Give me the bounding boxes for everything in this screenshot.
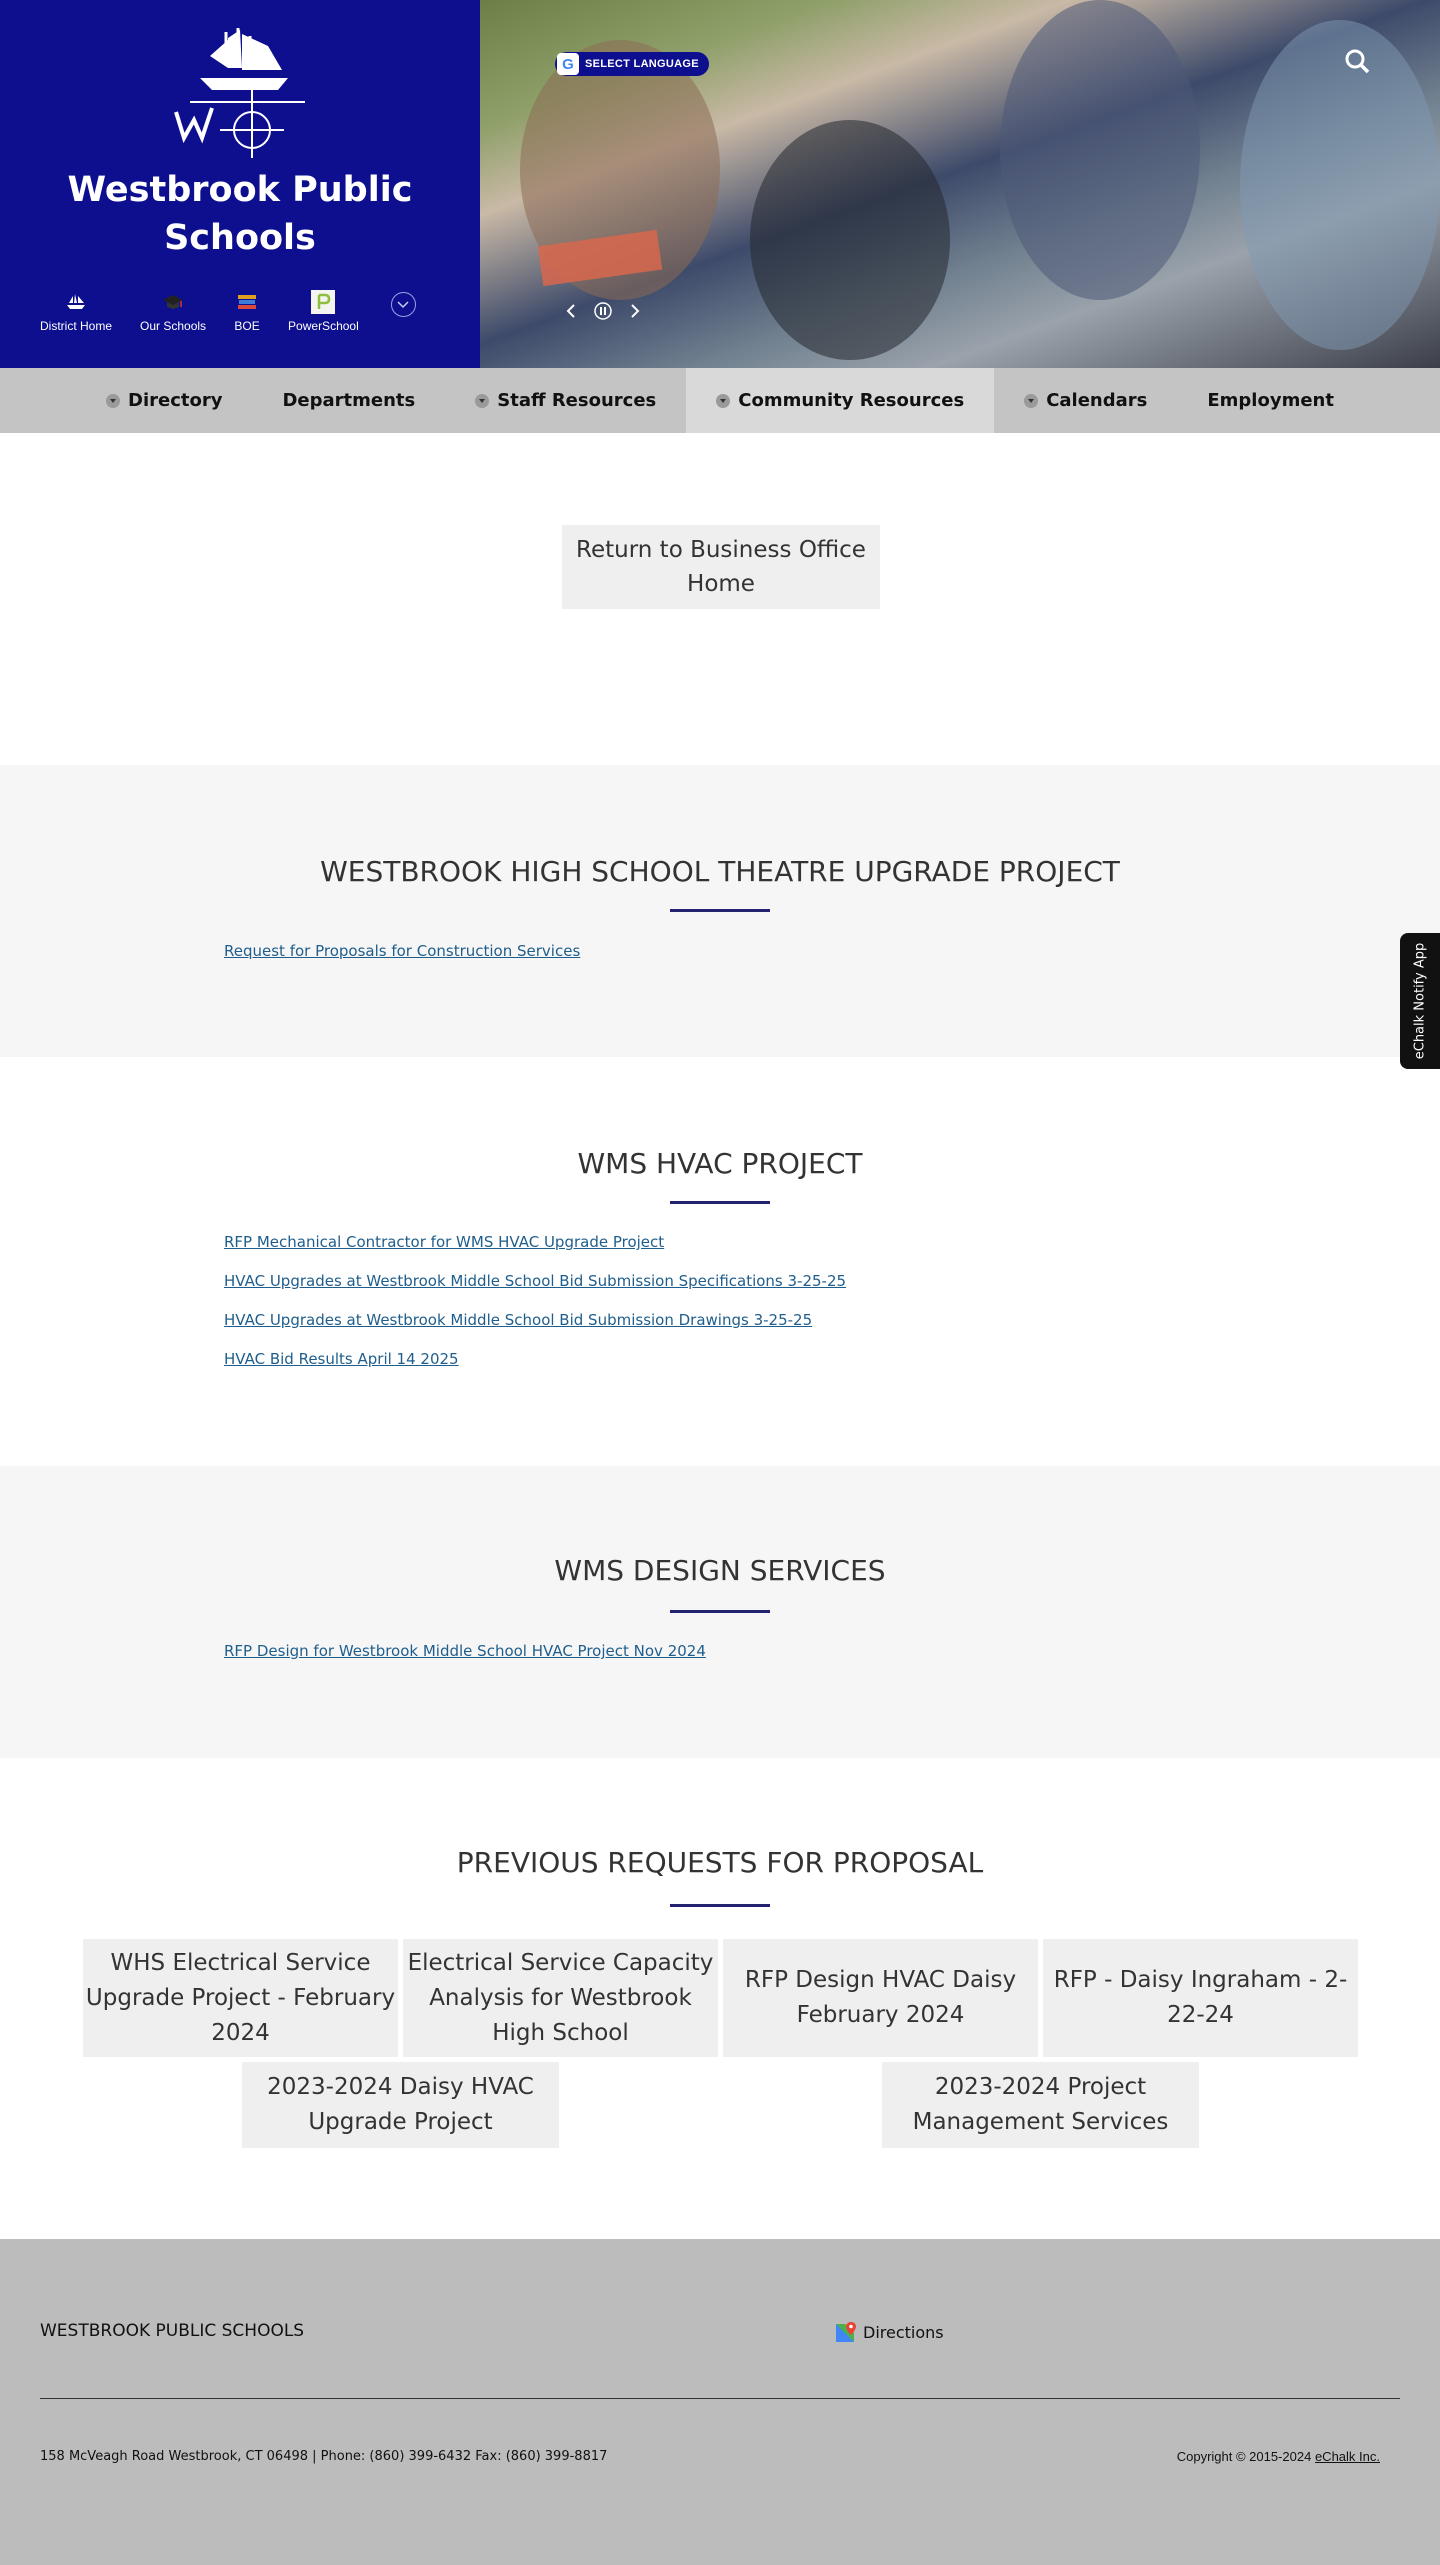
nav-item-label: Departments [282,390,416,411]
nav-item-staff-resources[interactable] [445,368,686,433]
link-hvac-bid-results[interactable]: HVAC Bid Results April 14 2025 [224,1350,459,1368]
previous-rfp-button[interactable]: 2023-2024 Project Management Services [882,2062,1199,2148]
dropdown-indicator-icon [1024,394,1038,408]
school-name[interactable]: Westbrook Public Schools [67,170,413,258]
link-hvac-specifications[interactable]: HVAC Upgrades at Westbrook Middle School Bid Submission Specifications 3-25-25 [224,1272,847,1290]
section-links [224,1632,706,1671]
books-icon [234,290,260,314]
section-divider [670,1201,770,1204]
powerschool-icon [310,290,336,314]
select-language-label: SELECT LANGUAGE [585,58,699,70]
quick-link-powerschool[interactable] [288,290,359,333]
nav-item-directory[interactable] [76,368,252,433]
theatre-upgrade-section [0,765,1440,1057]
main-navigation [0,368,1440,433]
echalk-link[interactable]: eChalk Inc. [1314,2449,1380,2464]
quick-link-district-home[interactable] [40,290,112,333]
quick-link-our-schools[interactable] [140,290,206,333]
previous-rfp-section [0,1758,1440,2239]
pause-icon[interactable] [594,302,612,320]
footer-school-name: WESTBROOK PUBLIC SCHOOLS [40,2321,305,2341]
copyright-text: Copyright © 2015-2024 [1176,2449,1312,2464]
quick-link-label: BOE [234,319,260,333]
quick-links [40,290,416,333]
map-icon [835,2321,857,2343]
site-header [0,0,1440,368]
previous-rfp-button[interactable]: WHS Electrical Service Upgrade Project - February 2024 [83,1939,398,2057]
footer-copyright [1177,2449,1380,2464]
echalk-notify-label: eChalk Notify App [1412,942,1428,1060]
link-hvac-drawings[interactable]: HVAC Upgrades at Westbrook Middle School Bid Submission Drawings 3-25-25 [224,1311,813,1329]
quick-link-label: District Home [40,319,113,333]
brand-panel [0,0,480,368]
previous-rfp-button[interactable]: 2023-2024 Daisy HVAC Upgrade Project [242,2062,559,2148]
wms-hvac-section [0,1057,1440,1466]
quick-link-label: Our Schools [140,319,207,333]
previous-slide-icon[interactable] [562,302,580,320]
link-hvac-mechanical-rfp[interactable]: RFP Mechanical Contractor for WMS HVAC Upgrade Project [224,1233,665,1251]
dropdown-indicator-icon [475,394,489,408]
slideshow-controls [562,302,658,320]
directions-link[interactable] [835,2321,944,2343]
hero-slideshow [480,0,1440,368]
section-divider [670,1610,770,1613]
nav-item-label: Directory [128,390,223,411]
section-title: WMS DESIGN SERVICES [554,1554,886,1587]
section-links [224,932,580,971]
nav-item-calendars[interactable] [994,368,1177,433]
previous-rfp-button[interactable]: RFP - Daisy Ingraham - 2-22-24 [1043,1939,1358,2057]
footer-address: 158 McVeagh Road Westbrook, CT 06498 | Phone: (860) 399-6432 Fax: (860) 399-8817 [40,2449,608,2464]
section-divider [670,1904,770,1907]
link-theatre-rfp[interactable]: Request for Proposals for Construction Services [224,942,581,960]
ship-icon [63,290,89,314]
quick-link-boe[interactable] [234,290,260,333]
nav-item-label: Employment [1207,390,1334,411]
echalk-notify-tab[interactable] [1400,933,1440,1069]
section-title: WESTBROOK HIGH SCHOOL THEATRE UPGRADE PROJECT [320,855,1120,888]
return-to-business-office-button[interactable]: Return to Business Office Home [562,525,880,609]
search-icon[interactable] [1344,48,1370,74]
previous-rfp-button[interactable]: RFP Design HVAC Daisy February 2024 [723,1939,1038,2057]
section-title: PREVIOUS REQUESTS FOR PROPOSAL [456,1846,984,1879]
district-logo[interactable] [170,26,310,162]
wms-design-section [0,1466,1440,1758]
dropdown-indicator-icon [716,394,730,408]
nav-item-label: Calendars [1046,390,1148,411]
nav-item-employment[interactable] [1177,368,1364,433]
google-icon: G [557,53,579,75]
site-footer [0,2239,1440,2565]
footer-divider [40,2398,1400,2399]
chevron-down-icon[interactable] [391,292,416,317]
next-slide-icon[interactable] [626,302,644,320]
section-title: WMS HVAC PROJECT [577,1147,863,1180]
section-links [224,1223,846,1379]
quick-link-label: PowerSchool [288,319,359,333]
link-wms-design-rfp[interactable]: RFP Design for Westbrook Middle School HVAC Project Nov 2024 [224,1642,706,1660]
nav-item-community-resources[interactable] [686,368,994,433]
nav-item-departments[interactable] [252,368,445,433]
select-language-button[interactable] [555,52,709,76]
previous-rfp-button[interactable]: Electrical Service Capacity Analysis for Westbrook High School [403,1939,718,2057]
nav-item-label: Staff Resources [497,390,657,411]
graduation-cap-icon [160,290,186,314]
nav-item-label: Community Resources [738,390,965,411]
directions-label: Directions [863,2322,944,2342]
section-divider [670,909,770,912]
dropdown-indicator-icon [106,394,120,408]
return-section [0,433,1440,765]
